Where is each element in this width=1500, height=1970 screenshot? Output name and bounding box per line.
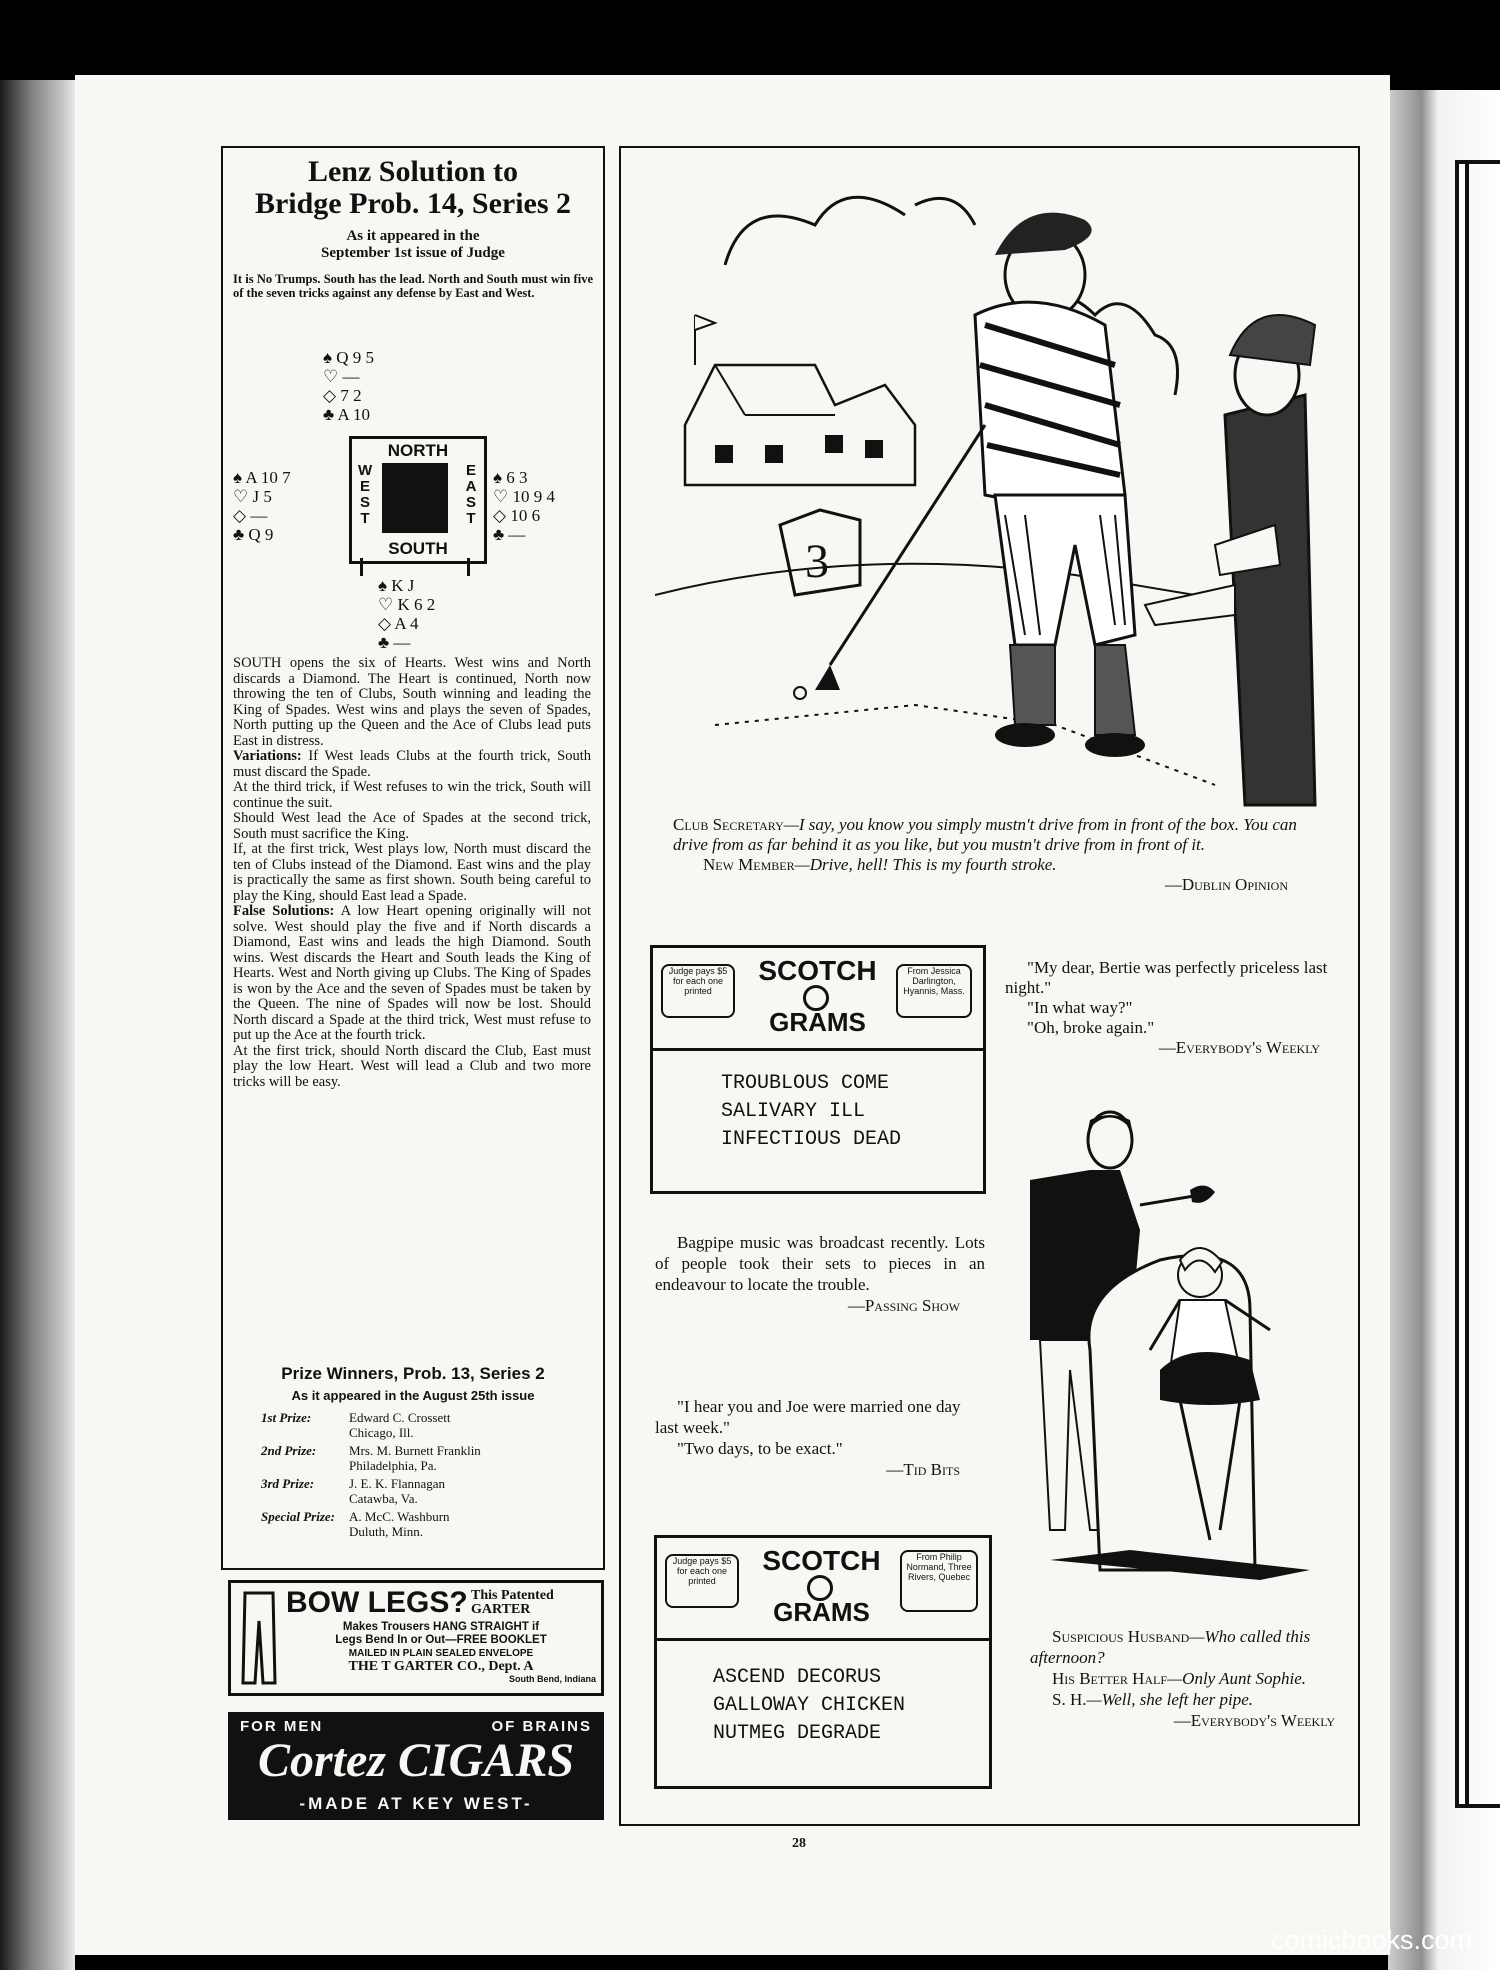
prize-subtitle: As it appeared in the August 25th issue [291,1388,535,1403]
south-clubs: — [393,633,411,652]
joke-bertie-line: "Oh, broke again." [1027,1018,1155,1037]
scotch-line: SALIVARY ILL [721,1100,866,1123]
bridge-subtitle-2: September 1st issue of Judge [321,245,505,261]
east-hand [493,468,593,544]
diamond-icon: ◇ [233,506,247,525]
solution-text: SOUTH opens the six of Hearts. West wins and North discards a Diamond. The Heart is continued, North now throwing the ten of Clubs, South winning and leading the King of Spades. West wins and plays the seven of Spades, North putting up the Queen and the Ace of Clubs lead puts East in distress. [233,655,591,749]
table-leg [360,558,363,576]
scotch-from-note: From Philip Normand, Three Rivers, Quebec [900,1550,978,1612]
north-clubs: A 10 [337,405,371,424]
scotch-grams-ad-2 [654,1535,992,1789]
table-north-label: NORTH [387,441,449,460]
tee-box [780,510,860,595]
garter-address: South Bend, Indiana [509,1674,596,1684]
scotch-grams-ad-1 [650,945,986,1194]
north-diamonds: 7 2 [340,386,362,405]
table-east-label: EAST [465,462,477,527]
scotch-header [657,1538,989,1641]
speaker-better-half: His Better Half [1052,1669,1168,1688]
golf-cartoon [655,165,1325,815]
variation-2: At the third trick, if West refuses to win the trick, South will continue the suit. [233,779,591,811]
bridge-subtitle-1: As it appeared in the [346,228,480,244]
scotch-header [653,948,983,1051]
joke-bagpipe-credit: —Passing Show [847,1296,960,1315]
scotch-line: ASCEND DECORUS [713,1666,882,1689]
heart-icon: ♡ [233,487,249,506]
tee-number: 3 [805,535,829,588]
diamond-icon: ◇ [493,506,507,525]
scotch-line: GALLOWAY CHICKEN [713,1694,906,1717]
page-number: 28 [792,1836,806,1851]
prize-row [261,1410,581,1440]
club-icon: ♣ [323,405,335,424]
cigar-ad [228,1712,604,1820]
north-spades: Q 9 5 [336,348,375,367]
joke-joe-line: "Two days, to be exact." [677,1439,843,1458]
prize-label: 2nd Prize: [261,1443,317,1458]
prize-row [261,1476,581,1506]
joke-joe-line: "I hear you and Joe were married one day last week." [655,1397,961,1437]
husband-line-2: —Only Aunt Sophie. [1167,1669,1307,1688]
golf-credit: —Dublin Opinion [1164,875,1288,894]
bridge-panel [221,146,605,1570]
south-hand [378,576,468,652]
facing-page-border [1455,160,1500,1808]
south-spades: K J [391,576,415,595]
west-spades: A 10 7 [245,468,291,487]
speaker-new-member: New Member [703,855,795,874]
trousers-icon [239,1591,279,1685]
false-solutions-label: False Solutions: [233,903,335,919]
north-hand [323,348,403,424]
prize-label: 1st Prize: [261,1410,312,1425]
joke-bertie-credit: —Everybody's Weekly [1158,1038,1320,1057]
joke-husband [1030,1626,1335,1731]
prize-row [261,1509,581,1539]
prize-winner: Mrs. M. Burnett Franklin [349,1443,481,1458]
joke-bagpipe-text: Bagpipe music was broadcast recently. Lots of people took their sets to pieces in an endeavour to locate the trouble. [655,1233,985,1294]
bridge-solution [233,656,591,1090]
heart-icon: ♡ [323,367,339,386]
spade-icon: ♠ [493,468,503,487]
heart-icon: ♡ [493,487,509,506]
joke-bertie [1005,958,1345,1058]
east-clubs: — [508,525,526,544]
garter-side: This Patented GARTER [471,1588,554,1617]
garter-headline: BOW LEGS? [286,1586,468,1619]
joke-bertie-line: "My dear, Bertie was perfectly priceless last night." [1005,958,1328,997]
table-south-label: SOUTH [388,539,448,558]
club-secretary [1145,315,1315,805]
club-icon: ♣ [233,525,245,544]
west-hand [233,468,313,544]
spade-icon: ♠ [233,468,243,487]
scotch-grams-text [713,1664,905,1748]
husband-line-3: —Well, she left her pipe. [1086,1690,1253,1709]
scotch-line: NUTMEG DEGRADE [713,1722,882,1745]
table-leg [467,558,470,576]
cigar-brand: Cortez CIGARS [257,1734,575,1787]
variations-text: If West leads Clubs at the fourth trick, South must discard the Spade. [233,748,592,780]
scotch-pays-note: Judge pays $5 for each one printed [665,1554,739,1608]
scotch-title-bottom: GRAMS [773,1597,870,1627]
west-hearts: J 5 [252,487,272,506]
bridge-intro: It is No Trumps. South has the lead. North and South must win five of the seven tricks against any defense by East and West. [233,272,593,300]
husband-line-1: —Who called this afternoon? [1030,1627,1311,1667]
prize-row [261,1443,581,1473]
joke-bagpipe [655,1232,985,1316]
east-diamonds: 10 6 [510,506,541,525]
table-west-label: WEST [358,462,373,527]
south-diamonds: A 4 [394,614,419,633]
east-spades: 6 3 [506,468,528,487]
west-diamonds: — [250,506,268,525]
clubhouse [685,315,915,485]
garter-company: THE T GARTER CO., Dept. A [348,1659,534,1674]
scotch-grams-text [721,1070,901,1154]
west-clubs: Q 9 [248,525,274,544]
watermark: comicbooks.com [1270,1925,1472,1955]
joke-bertie-line: "In what way?" [1027,998,1133,1017]
garter-line: Makes Trousers HANG STRAIGHT if [342,1621,540,1633]
husband-credit: —Everybody's Weekly [1173,1711,1335,1730]
table-center [382,463,448,533]
heart-icon: ♡ [378,595,394,614]
prize-label: 3rd Prize: [261,1476,315,1491]
prize-label: Special Prize: [261,1509,336,1524]
club-icon: ♣ [493,525,505,544]
scotch-from-note: From Jessica Darlington, Hyannis, Mass. [896,964,972,1018]
garter-line: MAILED IN PLAIN SEALED ENVELOPE [348,1648,534,1659]
cigar-top-left: FOR MEN [240,1718,324,1735]
cigar-bottom: -MADE AT KEY WEST- [299,1794,533,1813]
scotch-line: INFECTIOUS DEAD [721,1128,902,1151]
speaker-suspicious-husband: Suspicious Husband [1052,1627,1190,1646]
prize-city: Duluth, Minn. [349,1524,424,1539]
scotch-line: TROUBLOUS COME [721,1072,890,1095]
prize-title: Prize Winners, Prob. 13, Series 2 [281,1364,545,1383]
variation-4: If, at the first trick, West plays low, North must discard the ten of Clubs instead of the Diamond. East wins and the play is practically the same as first shown. South being careful to play the King, should East lead a Spade. [233,841,591,904]
prize-city: Catawba, Va. [349,1491,418,1506]
joke-joe [655,1396,985,1480]
club-icon: ♣ [378,633,390,652]
diamond-icon: ◇ [378,614,392,633]
scotch-title-top: SCOTCH [762,1545,881,1576]
prize-winner: J. E. K. Flannagan [349,1476,446,1491]
bridge-table [349,436,487,564]
east-hearts: 10 9 4 [512,487,555,506]
prize-winner: A. McC. Washburn [349,1509,450,1524]
diamond-icon: ◇ [323,386,337,405]
scotch-title-top: SCOTCH [758,955,877,986]
book-spine-left [0,80,75,1970]
bridge-title-2: Bridge Prob. 14, Series 2 [254,187,572,220]
golf-caption [673,815,1313,895]
speaker-sh: S. H. [1052,1690,1087,1709]
north-hearts: — [342,367,360,386]
false-solutions-text: A low Heart opening originally will not solve. West should play the five and if North discards a Diamond, East wins and leads the high Diamond. South wins. West discards the Heart and South leads the King of Hearts. West and North giving up Clubs. The King of Spades is won by the Ace and the seven of Spades must be taken by the Queen. The nine of Spades will now be lost. Should North discard a Spade at the third trick, West must refuse to put up the Ace at the fourth trick. [233,903,591,1043]
bridge-title-1: Lenz Solution to [307,155,519,188]
golf-line-2: —Drive, hell! This is my fourth stroke. [794,855,1057,874]
garter-ad [228,1580,604,1696]
prize-winner: Edward C. Crossett [349,1410,451,1425]
south-hearts: K 6 2 [397,595,436,614]
prize-list [261,1410,581,1539]
joke-joe-credit: —Tid Bits [886,1460,960,1479]
scotch-title-bottom: GRAMS [769,1007,866,1037]
garter-line: Legs Bend In or Out—FREE BOOKLET [335,1634,547,1646]
false-solutions-2: At the first trick, should North discard the Club, East must play the low Heart. West will lead a Club and two more tricks will be easy. [233,1042,591,1090]
variations-label: Variations: [233,748,302,764]
speaker-club-secretary: Club Secretary [673,815,784,834]
prize-city: Philadelphia, Pa. [349,1458,437,1473]
golf-line-1: —I say, you know you simply mustn't drive from in front of the box. You can drive from as far behind it as you like, but you mustn't drive from in front of it. [673,815,1297,854]
cigar-top-right: OF BRAINS [491,1718,592,1735]
garter-copy [286,1621,596,1686]
armchair-cartoon [1010,1110,1340,1590]
scotch-pays-note: Judge pays $5 for each one printed [661,964,735,1018]
spade-icon: ♠ [323,348,333,367]
prize-city: Chicago, Ill. [349,1425,414,1440]
spade-icon: ♠ [378,576,388,595]
variation-3: Should West lead the Ace of Spades at the second trick, South must sacrifice the King. [233,810,591,842]
